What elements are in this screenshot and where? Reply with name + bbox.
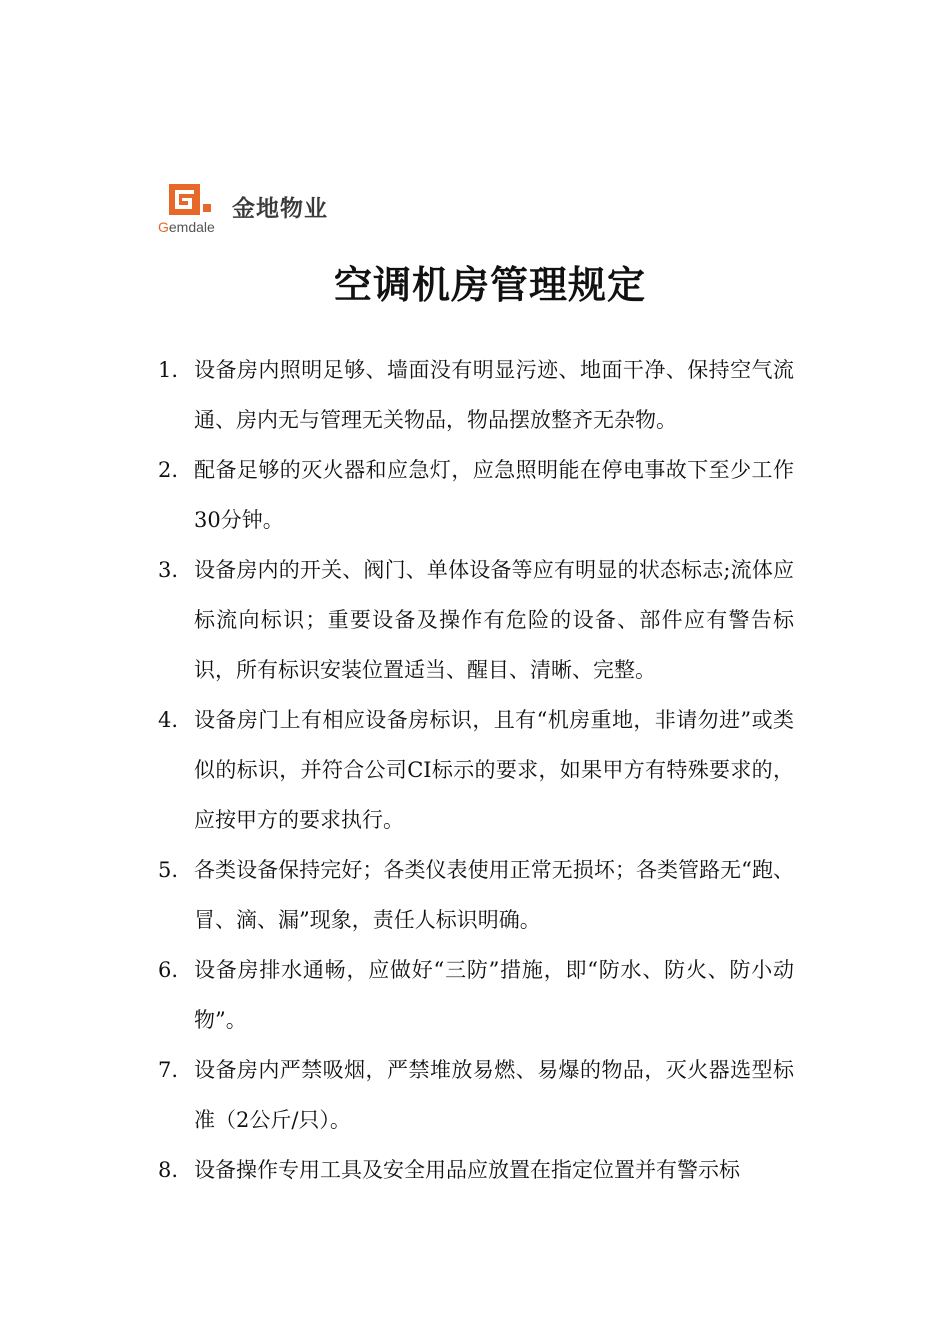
rule-number: 2.: [158, 458, 179, 482]
logo-english-name: [158, 219, 215, 235]
logo-english-initial: G: [158, 219, 169, 235]
rule-text: 设备房内照明足够、墙面没有明显污迹、地面干净、保持空气流通、房内无与管理无关物品，物品摆放整齐无杂物。: [194, 358, 794, 432]
rule-item: [158, 545, 794, 695]
rule-number: 8.: [158, 1158, 179, 1182]
rules-list: [158, 345, 794, 1195]
rule-item: [158, 345, 794, 445]
rule-number: 4.: [158, 708, 179, 732]
rule-item: [158, 1145, 794, 1195]
rule-item: [158, 1045, 794, 1145]
rule-item: [158, 845, 794, 945]
rule-number: 1.: [158, 358, 179, 382]
rule-number: 5.: [158, 858, 179, 882]
logo-english-rest: emdale: [168, 219, 215, 235]
rule-item: [158, 945, 794, 1045]
rule-text: 设备房内严禁吸烟，严禁堆放易燃、易爆的物品，灭火器选型标准（2公斤/只）。: [194, 1058, 794, 1132]
company-logo: [158, 184, 358, 240]
rule-number: 6.: [158, 958, 179, 982]
rule-text: 配备足够的灭火器和应急灯，应急照明能在停电事故下至少工作30分钟。: [194, 458, 794, 532]
gemdale-logo-mark-icon: [169, 184, 213, 216]
rule-text: 设备房排水通畅，应做好“三防”措施，即“防水、防火、防小动物”。: [194, 958, 794, 1032]
rule-item: [158, 445, 794, 545]
logo-chinese-name: 金地物业: [232, 196, 328, 222]
rule-item: [158, 695, 794, 845]
rule-text: 设备房内的开关、阀门、单体设备等应有明显的状态标志;流体应标流向标识；重要设备及操作有危险的设备、部件应有警告标识，所有标识安装位置适当、醒目、清晰、完整。: [194, 558, 794, 682]
rule-text: 设备操作专用工具及安全用品应放置在指定位置并有警示标: [194, 1158, 740, 1182]
rule-text: 各类设备保持完好；各类仪表使用正常无损坏；各类管路无“跑、冒、滴、漏”现象，责任人标识明确。: [194, 858, 794, 932]
document-title: 空调机房管理规定: [333, 263, 646, 307]
rule-text: 设备房门上有相应设备房标识，且有“机房重地，非请勿进”或类似的标识，并符合公司CI标示的要求，如果甲方有特殊要求的，应按甲方的要求执行。: [194, 708, 794, 832]
rule-number: 7.: [158, 1058, 179, 1082]
rule-number: 3.: [158, 558, 179, 582]
